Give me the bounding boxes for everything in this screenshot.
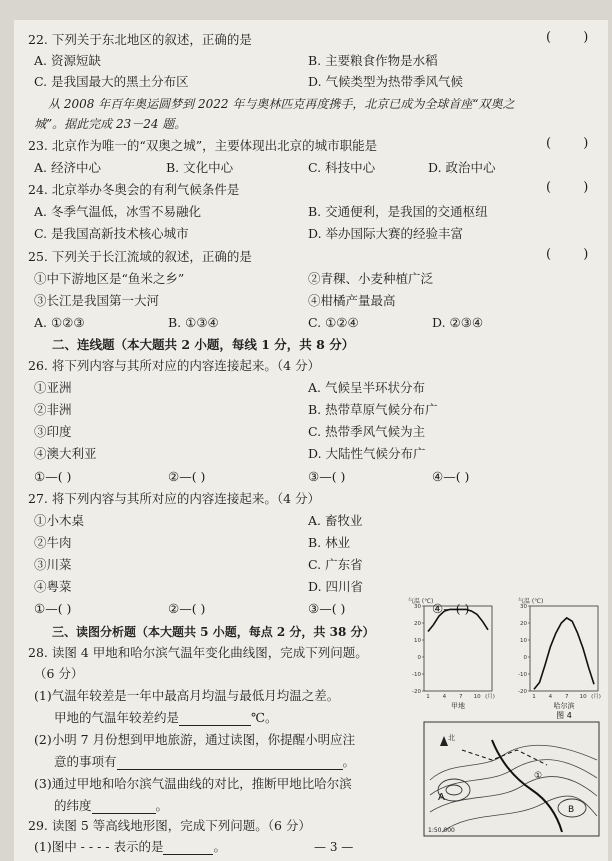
q27-left-4: ④粤菜 — [34, 579, 72, 594]
q25-option-a: A. ①②③ — [34, 315, 85, 330]
q29-part-1-end: 。 — [213, 839, 226, 854]
q29-part-1 — [34, 839, 226, 855]
figure-4-left-x-ticks — [426, 692, 495, 700]
y-tick-label: 20 — [520, 621, 527, 627]
q26-left-2: ②非洲 — [34, 402, 72, 417]
x-tick-label: 4 — [442, 694, 447, 700]
x-tick-label: (月) — [591, 694, 601, 700]
y-tick-label: 30 — [414, 604, 421, 610]
q29-part-1-text: (1)图中 - - - - 表示的是 — [34, 839, 164, 854]
q28-part-1-unit: ℃。 — [251, 710, 278, 725]
passage-line-1: 从 2008 年百年奥运圆梦到 2022 年与奥林匹克再度携手，北京已成为全球首座“双奥之 — [48, 97, 515, 111]
q26-answer-2[interactable]: ②—( ) — [168, 469, 206, 484]
q26-right-a: A. 气候呈半环状分布 — [308, 380, 425, 395]
section-2-title: 二、连线题（本大题共 2 小题，每线 1 分，共 8 分） — [52, 337, 355, 352]
q25-option-b: B. ①③④ — [168, 315, 219, 330]
x-tick-label: 7 — [458, 694, 463, 700]
q25-answer-paren: ( ) — [546, 247, 603, 262]
q23-option-d: D. 政治中心 — [428, 160, 496, 175]
q23-option-a: A. 经济中心 — [34, 160, 101, 175]
q28-part-3-text: 的纬度 — [54, 798, 92, 813]
figure-4-left-label: 甲地 — [451, 702, 465, 710]
figure-4-right-label: 哈尔滨 — [553, 702, 575, 710]
q26-stem: 26. 将下列内容与其所对应的内容连接起来。（4 分） — [28, 358, 321, 373]
q27-stem: 27. 将下列内容与其所对应的内容连接起来。（4 分） — [28, 491, 321, 506]
q26-answer-4[interactable]: ④—( ) — [432, 469, 470, 484]
figure-4-right-axis-label: 气温 (℃) — [518, 598, 544, 605]
figure-4 — [406, 596, 606, 724]
q24-stem: 24. 北京举办冬奥会的有利气候条件是 — [28, 182, 240, 197]
y-tick-label: -10 — [412, 672, 421, 678]
figure-5-svg — [422, 720, 602, 838]
q23-option-c: C. 科技中心 — [308, 160, 376, 175]
y-tick-label: 0 — [523, 655, 527, 661]
q26-left-4: ④澳大利亚 — [34, 446, 97, 461]
figure-5-label-b: B — [568, 805, 575, 815]
q22-stem: 22. 下列关于东北地区的叙述，正确的是 — [28, 32, 252, 47]
x-tick-label: 7 — [564, 694, 569, 700]
figure-5-label-a: A — [438, 792, 445, 803]
figure-4-left-axis-label: 气温 (℃) — [408, 598, 434, 605]
q27-answer-2[interactable]: ②—( ) — [168, 601, 206, 616]
figure-5-north: 北 — [448, 734, 455, 742]
q28-part-1-line-2 — [54, 710, 278, 726]
q27-right-b: B. 林业 — [308, 535, 351, 550]
q26-left-1: ①亚洲 — [34, 380, 72, 395]
q27-answer-4[interactable]: ④—( ) — [432, 601, 470, 616]
x-tick-label: 1 — [532, 694, 536, 700]
section-3-title: 三、读图分析题（本大题共 5 小题，每点 2 分，共 38 分） — [52, 625, 375, 639]
q28-part-2-line-2 — [54, 754, 355, 770]
figure-4-caption: 图 4 — [556, 711, 572, 720]
y-tick-label: 30 — [520, 604, 527, 610]
q24-option-b: B. 交通便利，是我国的交通枢纽 — [308, 204, 488, 219]
y-tick-label: 0 — [417, 655, 421, 661]
q24-answer-paren: ( ) — [546, 180, 603, 195]
q25-option-d: D. ②③④ — [432, 315, 484, 330]
y-tick-label: 20 — [414, 621, 421, 627]
q22-option-a: A. 资源短缺 — [34, 53, 101, 68]
exam-page — [14, 20, 608, 861]
q25-statement-3: ③长江是我国第一大河 — [34, 293, 160, 308]
x-tick-label: 1 — [426, 694, 430, 700]
q24-option-a: A. 冬季气温低，冰雪不易融化 — [34, 204, 201, 219]
q27-left-3: ③川菜 — [34, 557, 72, 572]
x-tick-label: 10 — [579, 694, 587, 700]
q27-answer-1[interactable]: ①—( ) — [34, 601, 72, 616]
q28-part-3-blank[interactable] — [92, 801, 156, 814]
figure-5 — [422, 720, 602, 842]
y-tick-label: -20 — [518, 689, 527, 695]
q27-right-a: A. 畜牧业 — [308, 513, 363, 528]
q28-part-3-end: 。 — [155, 798, 169, 813]
q28-part-2-text: 意的事项有 — [54, 754, 117, 769]
figure-4-svg — [406, 596, 606, 720]
q22-option-c: C. 是我国最大的黑土分布区 — [34, 74, 189, 89]
q26-left-3: ③印度 — [34, 424, 72, 439]
x-tick-label: 10 — [473, 694, 481, 700]
q23-option-b: B. 文化中心 — [166, 160, 234, 175]
q26-right-c: C. 热带季风气候为主 — [308, 424, 426, 439]
q22-answer-paren: ( ) — [546, 30, 603, 45]
q28-part-1-text: 甲地的气温年较差约是 — [54, 710, 180, 725]
page-number: — 3 — — [314, 840, 354, 854]
q24-option-d: D. 举办国际大赛的经验丰富 — [308, 226, 464, 241]
q27-right-c: C. 广东省 — [308, 557, 363, 572]
q25-option-c: C. ①②④ — [308, 315, 359, 330]
q25-statement-2: ②青稞、小麦种植广泛 — [308, 271, 434, 286]
q26-right-b: B. 热带草原气候分布广 — [308, 402, 438, 417]
q25-statement-1: ①中下游地区是“鱼米之乡” — [34, 271, 185, 286]
q26-right-d: D. 大陆性气候分布广 — [308, 446, 426, 461]
figure-4-left-y-ticks — [412, 604, 424, 695]
figure-5-label-1: ① — [534, 771, 543, 781]
y-tick-label: -20 — [412, 689, 421, 695]
q28-part-3-line-2 — [54, 798, 168, 814]
q25-statement-4: ④柑橘产量最高 — [308, 293, 396, 308]
q27-left-2: ②牛肉 — [34, 535, 72, 550]
y-tick-label: 10 — [520, 638, 527, 644]
q28-part-2-line-1: (2)小明 7 月份想到甲地旅游，通过读图，你提醒小明应注 — [34, 732, 356, 747]
q28-part-3-line-1: (3)通过甲地和哈尔滨气温曲线的对比，推断甲地比哈尔滨 — [34, 776, 352, 791]
x-tick-label: (月) — [485, 694, 495, 700]
q28-part-2-end: 。 — [342, 754, 356, 769]
y-tick-label: 10 — [414, 638, 421, 644]
q27-left-1: ①小木桌 — [34, 513, 85, 528]
q26-answer-1[interactable]: ①—( ) — [34, 469, 72, 484]
q28-stem-line-1: 28. 读图 4 甲地和哈尔滨气温年变化曲线图，完成下列问题。 — [28, 645, 368, 660]
q28-stem-line-2: （6 分） — [34, 666, 84, 681]
passage-line-2: 城”。据此完成 23－24 题。 — [34, 117, 187, 131]
figure-4-jiadi-curve — [428, 609, 488, 631]
q23-stem: 23. 北京作为唯一的“双奥之城”，主要体现出北京的城市职能是 — [28, 138, 378, 153]
q24-option-c: C. 是我国高新技术核心城市 — [34, 226, 189, 241]
q27-answer-3[interactable]: ③—( ) — [308, 601, 346, 616]
q29-part-1-blank[interactable] — [163, 842, 213, 855]
q22-option-d: D. 气候类型为热带季风气候 — [308, 74, 464, 89]
q27-right-d: D. 四川省 — [308, 579, 364, 594]
x-tick-label: 4 — [548, 694, 553, 700]
q23-answer-paren: ( ) — [546, 136, 603, 151]
figure-4-right-y-ticks — [518, 604, 530, 695]
q28-part-1-blank[interactable] — [179, 713, 251, 726]
figure-4-right-x-ticks — [532, 692, 601, 700]
q29-stem: 29. 读图 5 等高线地形图，完成下列问题。（6 分） — [28, 818, 311, 833]
q28-part-2-blank[interactable] — [117, 757, 343, 770]
q28-part-1-line-1: (1)气温年较差是一年中最高月均温与最低月均温之差。 — [34, 688, 340, 703]
figure-5-scale: 1:50 000 — [428, 827, 455, 834]
q26-answer-3[interactable]: ③—( ) — [308, 469, 346, 484]
q25-stem: 25. 下列关于长江流域的叙述，正确的是 — [28, 249, 252, 264]
figure-4-left-frame — [424, 606, 492, 691]
q22-option-b: B. 主要粮食作物是水稻 — [308, 53, 438, 68]
y-tick-label: -10 — [518, 672, 527, 678]
figure-4-harbin-curve — [534, 618, 594, 689]
